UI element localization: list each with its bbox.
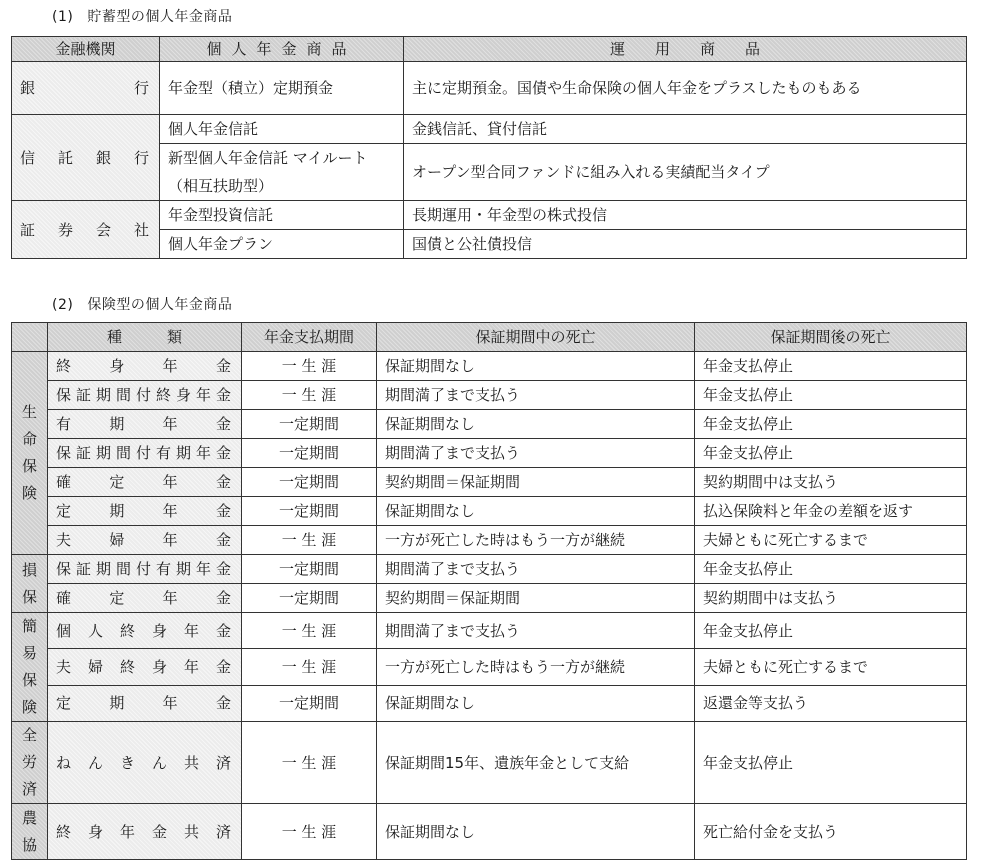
group-label-non-life-insurance: 損 保 [12, 555, 48, 613]
pension-type-cell: 個人終身年金 [48, 613, 242, 649]
table-row [12, 115, 967, 144]
investment-cell: 国債と公社債投信 [404, 230, 967, 259]
pension-type-cell: 定期年金 [48, 685, 242, 721]
death-during-cell: 保証期間なし [377, 410, 695, 439]
table-row [12, 649, 967, 685]
header-blank [12, 323, 48, 352]
insurance-header-row [12, 323, 967, 352]
death-during-cell: 契約期間＝保証期間 [377, 468, 695, 497]
table-row [12, 381, 967, 410]
group-label-postal-insurance: 簡 易 保 険 [12, 613, 48, 722]
payment-period-cell: 一定期間 [242, 439, 377, 468]
death-after-cell: 夫婦ともに死亡するまで [695, 526, 967, 555]
table-row [12, 62, 967, 115]
institution-bank: 銀 行 [12, 62, 160, 115]
investment-cell: 主に定期預金。国債や生命保険の個人年金をプラスしたものもある [404, 62, 967, 115]
table-row [12, 468, 967, 497]
death-during-cell: 期間満了まで支払う [377, 381, 695, 410]
table-row [12, 613, 967, 649]
section1-number: (1) [52, 9, 74, 25]
payment-period-cell: 一 生 涯 [242, 613, 377, 649]
header-type: 種 類 [48, 323, 242, 352]
pension-type-cell: 定期年金 [48, 497, 242, 526]
header-payment-period: 年金支払期間 [242, 323, 377, 352]
section2-number: (2) [52, 297, 74, 313]
table-row [12, 584, 967, 613]
payment-period-cell: 一 生 涯 [242, 649, 377, 685]
death-during-cell: 保証期間なし [377, 352, 695, 381]
pension-type-cell: 確定年金 [48, 468, 242, 497]
table-row [12, 201, 967, 230]
pension-type-cell: 終身年金共済 [48, 804, 242, 860]
death-after-cell: 払込保険料と年金の差額を返す [695, 497, 967, 526]
table-row [12, 804, 967, 860]
group-label-zenrosai: 全 労 済 [12, 722, 48, 804]
header-investment: 運 用 商 品 [404, 37, 967, 62]
institution-trust-bank: 信 託 銀 行 [12, 115, 160, 201]
product-cell: 年金型投資信託 [160, 201, 404, 230]
death-after-cell: 年金支払停止 [695, 381, 967, 410]
pension-type-cell: 確定年金 [48, 584, 242, 613]
payment-period-cell: 一 生 涯 [242, 526, 377, 555]
payment-period-cell: 一 生 涯 [242, 722, 377, 804]
header-death-during: 保証期間中の死亡 [377, 323, 695, 352]
death-after-cell: 死亡給付金を支払う [695, 804, 967, 860]
pension-type-cell: 保証期間付終身年金 [48, 381, 242, 410]
table-row [12, 722, 967, 804]
death-after-cell: 年金支払停止 [695, 352, 967, 381]
investment-cell: オープン型合同ファンドに組み入れる実績配当タイプ [404, 144, 967, 201]
death-after-cell: 年金支払停止 [695, 555, 967, 584]
pension-type-cell: 夫婦終身年金 [48, 649, 242, 685]
death-after-cell: 年金支払停止 [695, 410, 967, 439]
pension-type-cell: 有期年金 [48, 410, 242, 439]
table-row [12, 555, 967, 584]
payment-period-cell: 一定期間 [242, 584, 377, 613]
table-row [12, 526, 967, 555]
death-after-cell: 年金支払停止 [695, 722, 967, 804]
table-row [12, 497, 967, 526]
death-during-cell: 期間満了まで支払う [377, 555, 695, 584]
group-label-nokyo: 農 協 [12, 804, 48, 860]
death-during-cell: 期間満了まで支払う [377, 613, 695, 649]
death-during-cell: 契約期間＝保証期間 [377, 584, 695, 613]
investment-cell: 金銭信託、貸付信託 [404, 115, 967, 144]
pension-type-cell: ねんきん共済 [48, 722, 242, 804]
savings-pension-table [11, 36, 967, 259]
death-during-cell: 期間満了まで支払う [377, 439, 695, 468]
payment-period-cell: 一定期間 [242, 685, 377, 721]
death-after-cell: 契約期間中は支払う [695, 584, 967, 613]
pension-type-cell: 夫婦年金 [48, 526, 242, 555]
product-cell: 個人年金プラン [160, 230, 404, 259]
payment-period-cell: 一定期間 [242, 468, 377, 497]
header-institution: 金融機関 [12, 37, 160, 62]
investment-cell: 長期運用・年金型の株式投信 [404, 201, 967, 230]
pension-type-cell: 保証期間付有期年金 [48, 439, 242, 468]
payment-period-cell: 一定期間 [242, 497, 377, 526]
death-during-cell: 保証期間なし [377, 804, 695, 860]
section1-title [52, 6, 232, 26]
table-row [12, 439, 967, 468]
header-death-after: 保証期間後の死亡 [695, 323, 967, 352]
payment-period-cell: 一 生 涯 [242, 381, 377, 410]
table-row [12, 352, 967, 381]
payment-period-cell: 一 生 涯 [242, 804, 377, 860]
death-after-cell: 年金支払停止 [695, 439, 967, 468]
payment-period-cell: 一定期間 [242, 410, 377, 439]
payment-period-cell: 一定期間 [242, 555, 377, 584]
table-row [12, 685, 967, 721]
death-after-cell: 夫婦ともに死亡するまで [695, 649, 967, 685]
product-cell: 新型個人年金信託 マイルート（相互扶助型） [160, 144, 404, 201]
payment-period-cell: 一 生 涯 [242, 352, 377, 381]
death-after-cell: 契約期間中は支払う [695, 468, 967, 497]
death-during-cell: 保証期間15年、遺族年金として支給 [377, 722, 695, 804]
death-after-cell: 年金支払停止 [695, 613, 967, 649]
pension-type-cell: 終身年金 [48, 352, 242, 381]
header-product: 個人年金商品 [160, 37, 404, 62]
death-during-cell: 保証期間なし [377, 497, 695, 526]
death-during-cell: 保証期間なし [377, 685, 695, 721]
section1-title-text: 貯蓄型の個人年金商品 [87, 9, 233, 25]
insurance-pension-table [11, 322, 967, 860]
product-cell: 年金型（積立）定期預金 [160, 62, 404, 115]
table-row [12, 410, 967, 439]
death-during-cell: 一方が死亡した時はもう一方が継続 [377, 526, 695, 555]
death-after-cell: 返還金等支払う [695, 685, 967, 721]
institution-securities: 証 券 会 社 [12, 201, 160, 259]
savings-header-row [12, 37, 967, 62]
section2-title [52, 294, 232, 314]
death-during-cell: 一方が死亡した時はもう一方が継続 [377, 649, 695, 685]
group-label-life-insurance: 生 命 保 険 [12, 352, 48, 555]
product-cell: 個人年金信託 [160, 115, 404, 144]
section2-title-text: 保険型の個人年金商品 [87, 297, 233, 313]
pension-type-cell: 保証期間付有期年金 [48, 555, 242, 584]
